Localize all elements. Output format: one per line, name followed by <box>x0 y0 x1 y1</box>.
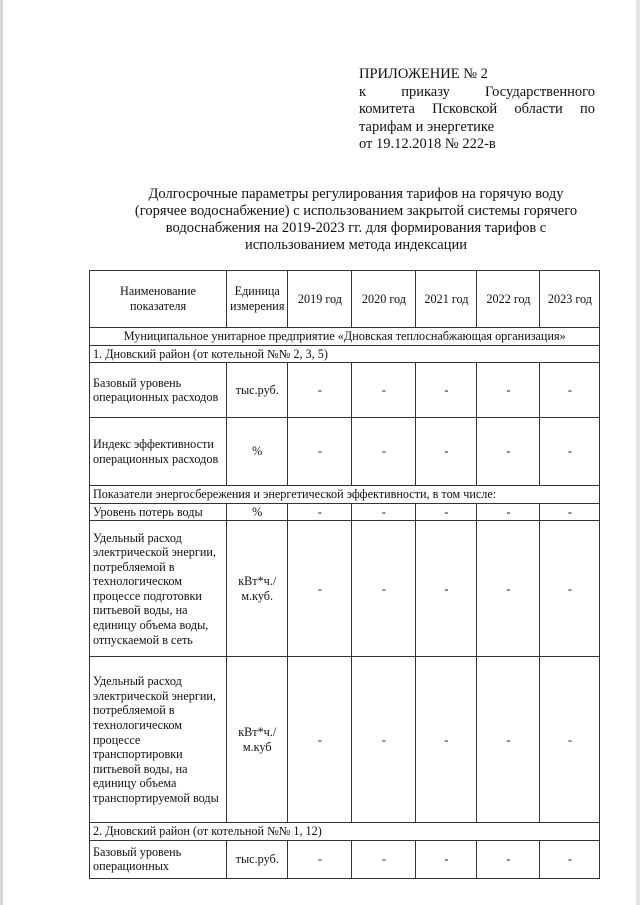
appendix-date: от 19.12.2018 № 222-в <box>359 136 496 152</box>
header-year: 2021 год <box>416 271 477 328</box>
section-title: 1. Дновский район (от котельной №№ 2, 3, 5) <box>90 345 600 363</box>
scan-edge-left <box>0 0 3 905</box>
row-name: Базовый уровень операционных расходов <box>90 363 227 418</box>
row-value: - <box>416 363 477 418</box>
appendix-line: к приказу Государственного <box>359 83 595 100</box>
row-value: - <box>477 363 540 418</box>
row-value: - <box>288 363 352 418</box>
row-name: Индекс эффективности операционных расходов <box>90 418 227 486</box>
row-value: - <box>352 521 416 657</box>
header-name: Наименование показателя <box>90 271 227 328</box>
section-title: 2. Дновский район (от котельной №№ 1, 12) <box>90 823 600 841</box>
title-line: (горячее водоснабжение) с использованием закрытой системы горячего <box>134 203 578 219</box>
row-value: - <box>288 521 352 657</box>
row-value: - <box>416 521 477 657</box>
table-header-row <box>90 271 600 328</box>
row-unit: кВт*ч./м.куб <box>227 657 288 823</box>
row-value: - <box>540 657 600 823</box>
row-value: - <box>540 521 600 657</box>
subsection-row <box>90 486 600 504</box>
row-value: - <box>416 503 477 521</box>
table-row <box>90 418 600 486</box>
row-value: - <box>416 840 477 878</box>
header-year: 2019 год <box>288 271 352 328</box>
row-value: - <box>477 657 540 823</box>
parameters-table <box>89 270 600 879</box>
row-value: - <box>352 363 416 418</box>
row-name: Уровень потерь воды <box>90 503 227 521</box>
row-value: - <box>540 840 600 878</box>
header-year: 2020 год <box>352 271 416 328</box>
title-line: Долгосрочные параметры регулирования тарифов на горячую воду <box>148 186 564 202</box>
table-row <box>90 503 600 521</box>
energy-section-title: Показатели энергосбережения и энергетической эффективности, в том числе: <box>90 486 600 504</box>
table-row <box>90 521 600 657</box>
scan-edge-right <box>636 0 640 905</box>
section-row <box>90 823 600 841</box>
row-unit: % <box>227 503 288 521</box>
row-value: - <box>352 418 416 486</box>
appendix-line: тарифам и энергетике <box>359 118 495 135</box>
title-line: использованием метода индексации <box>245 237 467 253</box>
row-name: Удельный расход электрической энергии, потребляемой в технологическом процессе транспортировки питьевой воды, на единицу объема транспортируемой воды <box>90 657 227 823</box>
row-value: - <box>288 840 352 878</box>
appendix-line: комитета Псковской области по <box>359 101 595 117</box>
document-title <box>96 186 616 254</box>
row-value: - <box>416 418 477 486</box>
row-unit: тыс.руб. <box>227 363 288 418</box>
header-unit: Единица измерения <box>227 271 288 328</box>
table-row <box>90 657 600 823</box>
row-unit: тыс.руб. <box>227 840 288 878</box>
row-value: - <box>288 503 352 521</box>
row-value: - <box>288 418 352 486</box>
row-value: - <box>477 503 540 521</box>
header-year: 2023 год <box>540 271 600 328</box>
row-unit: % <box>227 418 288 486</box>
row-value: - <box>477 521 540 657</box>
appendix-number: ПРИЛОЖЕНИЕ № 2 <box>359 66 488 82</box>
row-value: - <box>288 657 352 823</box>
title-line: водоснабжения на 2019-2023 гг. для формирования тарифов с <box>165 220 547 236</box>
appendix-header <box>359 66 595 154</box>
table-row <box>90 363 600 418</box>
row-name: Базовый уровень операционных <box>90 840 227 878</box>
enterprise-name: Муниципальное унитарное предприятие «Дновская теплоснабжающая организация» <box>90 328 600 346</box>
row-value: - <box>477 418 540 486</box>
row-value: - <box>352 657 416 823</box>
enterprise-row <box>90 328 600 346</box>
row-value: - <box>477 840 540 878</box>
table-row <box>90 840 600 878</box>
row-value: - <box>352 503 416 521</box>
row-value: - <box>416 657 477 823</box>
section-row <box>90 345 600 363</box>
row-name: Удельный расход электрической энергии, потребляемой в технологическом процессе подготовки питьевой воды, на единицу объема воды, отпускаемой в сеть <box>90 521 227 657</box>
row-value: - <box>540 363 600 418</box>
row-unit: кВт*ч./м.куб. <box>227 521 288 657</box>
row-value: - <box>540 503 600 521</box>
row-value: - <box>540 418 600 486</box>
row-value: - <box>352 840 416 878</box>
header-year: 2022 год <box>477 271 540 328</box>
